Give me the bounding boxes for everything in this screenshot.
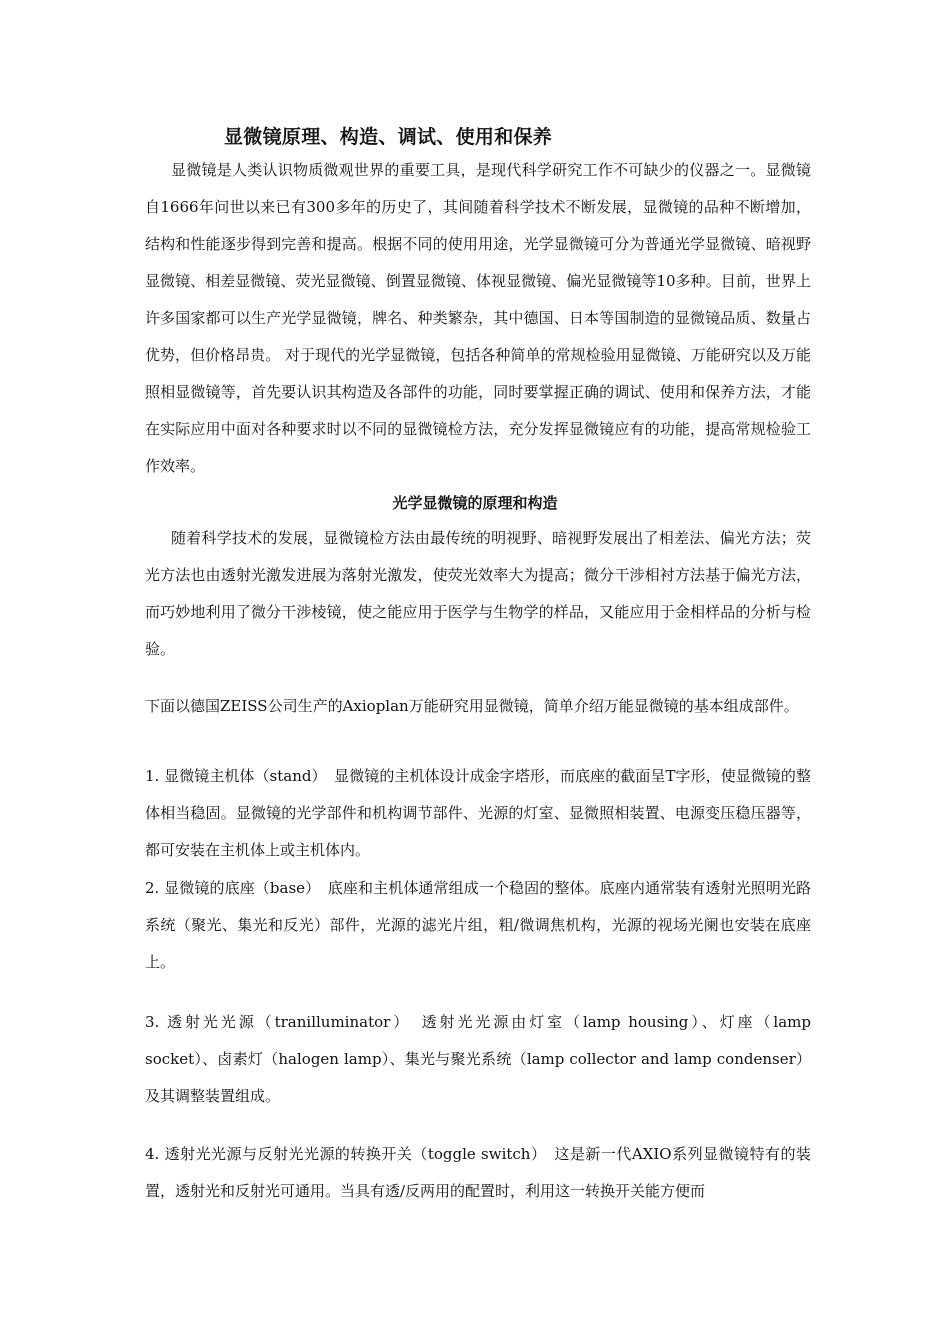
section-heading: 光学显微镜的原理和构造 bbox=[392, 494, 558, 512]
document-title: 显微镜原理、构造、调试、使用和保养 bbox=[224, 126, 553, 148]
intro-paragraph: 显微镜是人类认识物质微观世界的重要工具，是现代科学研究工作不可缺少的仪器之一。显微镜自1666年问世以来已有300多年的历史了，其间随着科学技术不断发展，显微镜的品种不断增加，结构和性能逐步得到完善和提高。根据不同的使用用途，光学显微镜可分为普通光学显微镜、暗视野显微镜、相差显微镜、荧光显微镜、倒置显微镜、体视显微镜、偏光显微镜等10多种。目前，世界上许多国家都可以生产光学显微镜，牌名、种类繁杂，其中德国、日本等国制造的显微镜品质、数量占优势，但价格昂贵。 对于现代的光学显微镜，包括各种简单的常规检验用显微镜、万能研究以及万能照相显微镜等，首先要认识其构造及各部件的功能，同时要掌握正确的调试、使用和保养方法，才能在实际应用中面对各种要求时以不同的显微镜检方法，充分发挥显微镜应有的功能，提高常规检验工作效率。 bbox=[145, 161, 811, 475]
list-item-stand: 1. 显微镜主机体（stand） 显微镜的主机体设计成金字塔形，而底座的截面呈T字形，使显微镜的整体相当稳固。显微镜的光学部件和机构调节部件、光源的灯室、显微照相装置、电源变压稳压器等，都可安装在主机体上或主机体内。 bbox=[145, 767, 811, 859]
list-item-base: 2. 显微镜的底座（base） 底座和主机体通常组成一个稳固的整体。底座内通常装有透射光照明光路系统（聚光、集光和反光）部件，光源的滤光片组，粗/微调焦机构，光源的视场光阑也安装在底座上。 bbox=[145, 879, 811, 971]
section-paragraph: 随着科学技术的发展，显微镜检方法由最传统的明视野、暗视野发展出了相差法、偏光方法；荧光方法也由透射光激发进展为落射光激发，使荧光效率大为提高；微分干涉相衬方法基于偏光方法，而巧妙地利用了微分干涉棱镜，使之能应用于医学与生物学的样品，又能应用于金相样品的分析与检验。 bbox=[145, 529, 811, 658]
list-item-transilluminator: 3. 透射光光源（tranilluminator） 透射光光源由灯室（lamp housing）、灯座（lamp socket）、卤素灯（halogen lamp）、集光与聚光系统（lamp collector and lamp condenser）及其调整装置组成。 bbox=[145, 1013, 811, 1105]
list-item-toggle-switch: 4. 透射光光源与反射光光源的转换开关（toggle switch） 这是新一代AXIO系列显微镜特有的装置，透射光和反射光可通用。当具有透/反两用的配置时，利用这一转换开关能方便而 bbox=[145, 1145, 811, 1200]
lead-in-paragraph: 下面以德国ZEISS公司生产的Axioplan万能研究用显微镜，简单介绍万能显微镜的基本组成部件。 bbox=[145, 697, 799, 715]
